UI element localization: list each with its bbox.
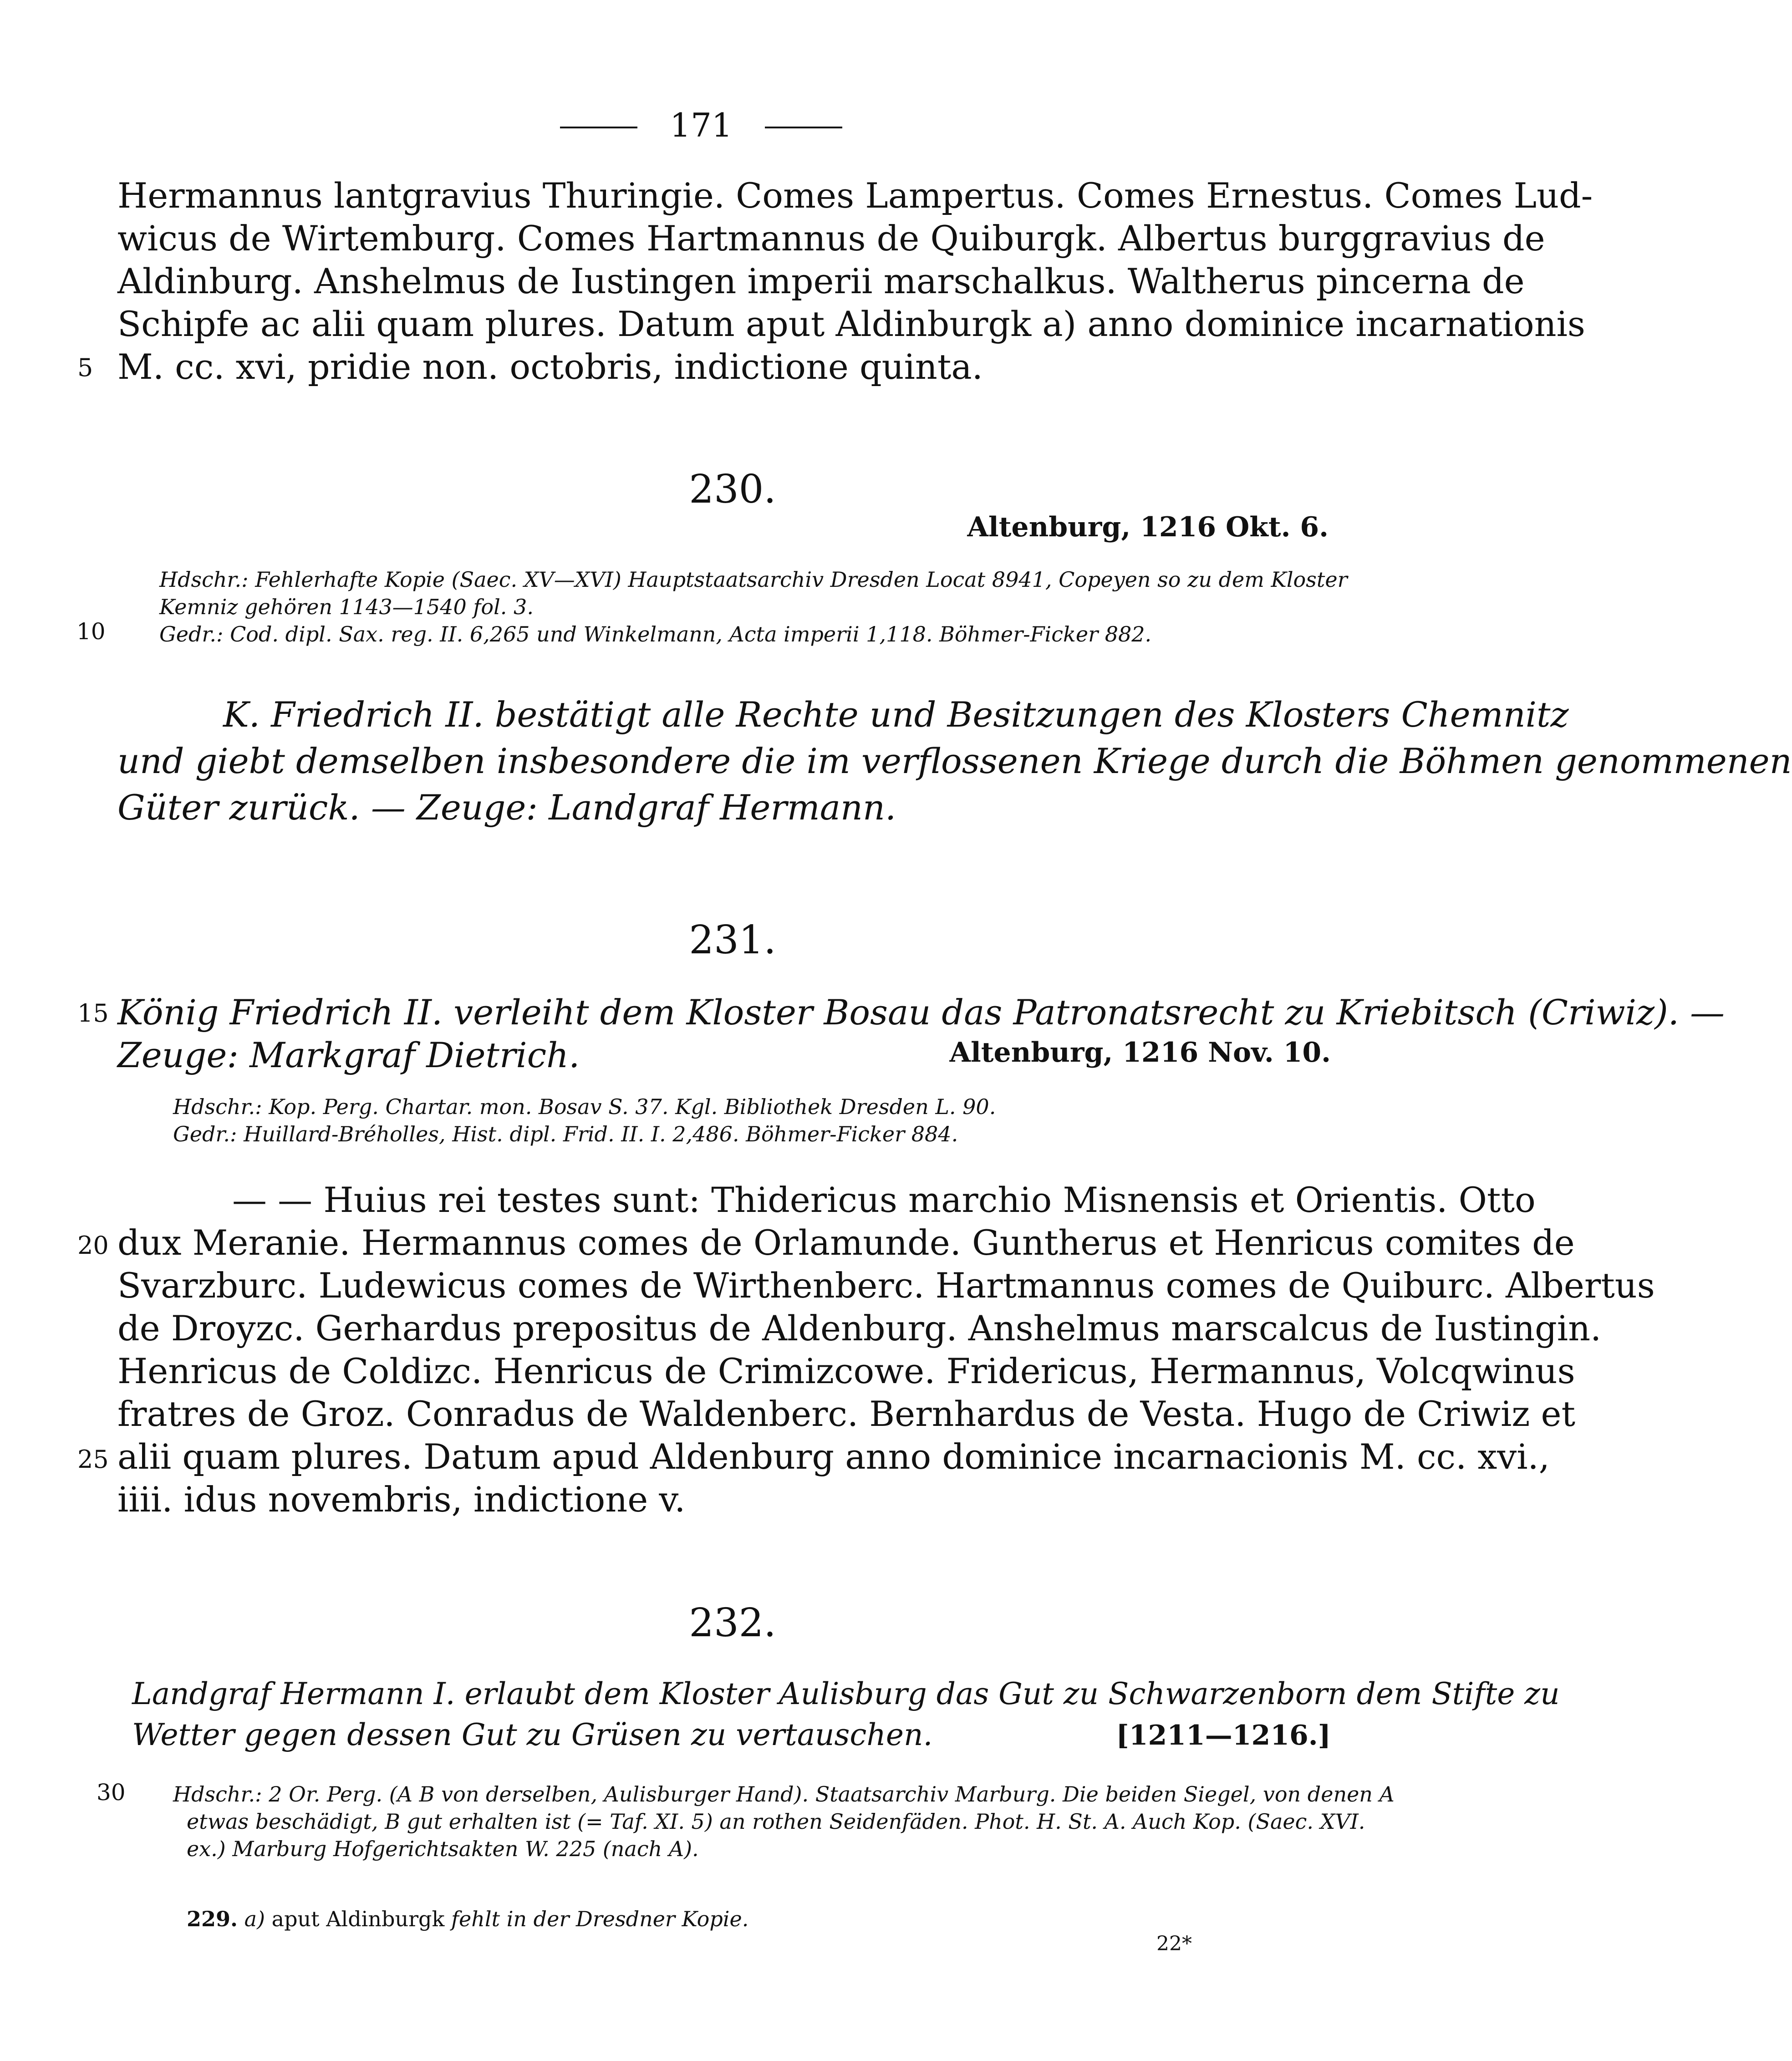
footnote-mark: a)	[244, 1907, 265, 1931]
text-line: Schipfe ac alii quam plures. Datum aput Aldinburgk a) anno dominice incarnationis	[117, 304, 1585, 344]
source-note: etwas beschädigt, B gut erhalten ist (= Taf. XI. 5) an rothen Seidenfäden. Phot. H. St. A. Auch Kop. (Saec. XVI.	[187, 1809, 1365, 1834]
line-number: 20	[77, 1231, 109, 1260]
text-line: Henricus de Coldizc. Henricus de Crimizcowe. Fridericus, Hermannus, Volcqwinus	[117, 1351, 1575, 1391]
text-line: dux Meranie. Hermannus comes de Orlamunde. Guntherus et Henricus comites de	[117, 1222, 1575, 1263]
document-number: 230.	[689, 467, 776, 512]
regest-line: Zeuge: Markgraf Dietrich.	[117, 1035, 580, 1075]
regest-line: K. Friedrich II. bestätigt alle Rechte und Besitzungen des Klosters Chemnitz	[223, 694, 1569, 735]
place-date: Altenburg, 1216 Okt. 6.	[967, 511, 1329, 543]
source-note: ex.) Marburg Hofgerichtsakten W. 225 (nach A).	[187, 1837, 699, 1861]
regest-line: und giebt demselben insbesondere die im verflossenen Kriege durch die Böhmen genommenen	[117, 741, 1792, 781]
source-note: Kemniz gehören 1143—1540 fol. 3.	[159, 595, 534, 619]
line-number: 15	[77, 999, 109, 1028]
regest-line: Güter zurück. — Zeuge: Landgraf Hermann.	[117, 787, 896, 828]
footnote-text: aput Aldinburgk	[271, 1907, 445, 1931]
source-note: Gedr.: Huillard-Bréholles, Hist. dipl. Frid. II. I. 2,486. Böhmer-Ficker 884.	[173, 1122, 958, 1146]
text-line: iiii. idus novembris, indictione v.	[117, 1479, 686, 1520]
place-date: [1211—1216.]	[1116, 1720, 1331, 1751]
document-number: 231.	[689, 917, 776, 963]
line-number: 5	[77, 353, 93, 382]
regest-line: König Friedrich II. verleiht dem Kloster Bosau das Patronatsrecht zu Kriebitsch (Criwiz). —	[117, 992, 1725, 1033]
source-note: Hdschr.: Kop. Perg. Chartar. mon. Bosav S. 37. Kgl. Bibliothek Dresden L. 90.	[173, 1094, 996, 1119]
text-line: M. cc. xvi, pridie non. octobris, indictione quinta.	[117, 346, 983, 387]
document-number: 232.	[689, 1600, 776, 1646]
footnote	[187, 1903, 748, 1935]
text-line: fratres de Groz. Conradus de Waldenberc. Bernhardus de Vesta. Hugo de Criwiz et	[117, 1394, 1576, 1434]
source-note: Gedr.: Cod. dipl. Sax. reg. II. 6,265 und Winkelmann, Acta imperii 1,118. Böhmer-Ficker 882.	[159, 622, 1152, 646]
text-line: alii quam plures. Datum apud Aldenburg anno dominice incarnacionis M. cc. xvi.,	[117, 1436, 1550, 1477]
page-header	[560, 100, 842, 150]
header-rule-right	[765, 127, 842, 128]
place-date: Altenburg, 1216 Nov. 10.	[949, 1037, 1331, 1069]
text-line: de Droyzc. Gerhardus prepositus de Aldenburg. Anshelmus marscalcus de Iustingin.	[117, 1308, 1602, 1349]
text-line: Hermannus lantgravius Thuringie. Comes Lampertus. Comes Ernestus. Comes Lud-	[117, 175, 1593, 216]
footnote-ref: 229.	[187, 1907, 238, 1931]
text-line: Svarzburc. Ludewicus comes de Wirthenberc. Hartmannus comes de Quiburc. Albertus	[117, 1265, 1655, 1306]
text-line: — — Huius rei testes sunt: Thidericus marchio Misnensis et Orientis. Otto	[232, 1180, 1536, 1220]
source-note: Hdschr.: Fehlerhafte Kopie (Saec. XV—XVI) Hauptstaatsarchiv Dresden Locat 8941, Copeyen so zu dem Kloster	[159, 567, 1348, 592]
text-line: Aldinburg. Anshelmus de Iustingen imperii marschalkus. Waltherus pincerna de	[117, 261, 1525, 301]
regest-line: Wetter gegen dessen Gut zu Grüsen zu vertauschen.	[132, 1717, 933, 1752]
footnote-text-italic: fehlt in der Dresdner Kopie.	[451, 1907, 749, 1931]
line-number: 25	[77, 1445, 109, 1474]
regest-line: Landgraf Hermann I. erlaubt dem Kloster Aulisburg das Gut zu Schwarzenborn dem Stifte zu	[132, 1676, 1560, 1711]
line-number: 30	[97, 1779, 126, 1806]
signature-mark: 22*	[1156, 1932, 1192, 1955]
text-line: wicus de Wirtemburg. Comes Hartmannus de Quiburgk. Albertus burggravius de	[117, 218, 1545, 259]
source-note: Hdschr.: 2 Or. Perg. (A B von derselben, Aulisburger Hand). Staatsarchiv Marburg. Die beiden Siegel, von denen A	[173, 1782, 1395, 1807]
page-number: 171	[670, 106, 733, 144]
line-number: 10	[76, 618, 106, 645]
